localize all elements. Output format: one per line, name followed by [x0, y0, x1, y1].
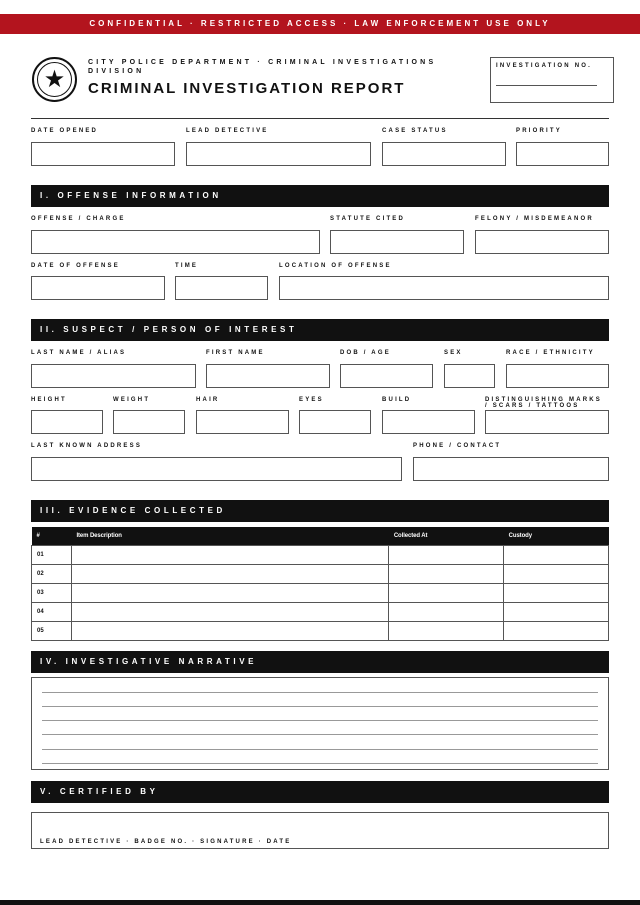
collected-at-cell[interactable]	[389, 583, 504, 602]
last-known-address-label: LAST KNOWN ADDRESS	[31, 443, 143, 449]
eyes-field[interactable]	[299, 410, 371, 434]
star-badge-icon: ★	[32, 57, 77, 102]
bottom-bar	[0, 900, 640, 905]
collected-at-cell[interactable]	[389, 602, 504, 621]
offense-charge-label: OFFENSE / CHARGE	[31, 216, 126, 222]
lead-detective-label: LEAD DETECTIVE	[186, 128, 269, 134]
department-name: CITY POLICE DEPARTMENT · CRIMINAL INVESTIGATIONS DIVISION	[88, 59, 437, 75]
race-label: RACE / ETHNICITY	[506, 350, 595, 356]
certification-line-label: LEAD DETECTIVE · BADGE NO. · SIGNATURE · DATE	[40, 839, 292, 845]
page-title: CRIMINAL INVESTIGATION REPORT	[88, 80, 406, 97]
item-description-cell[interactable]	[71, 621, 388, 640]
table-row	[32, 564, 609, 583]
statute-cited-label: STATUTE CITED	[330, 216, 406, 222]
item-description-cell[interactable]	[71, 545, 388, 564]
custody-cell[interactable]	[504, 564, 609, 583]
priority-field[interactable]	[516, 142, 609, 166]
header-divider	[31, 118, 609, 119]
felony-misdemeanor-label: FELONY / MISDEMEANOR	[475, 216, 594, 222]
phone-contact-field[interactable]	[413, 457, 609, 481]
column-header-item-description: Item Description	[71, 527, 388, 545]
certified-section-heading: V. CERTIFIED BY	[31, 781, 609, 803]
row-number: 03	[32, 583, 72, 602]
collected-at-cell[interactable]	[389, 564, 504, 583]
date-opened-label: DATE OPENED	[31, 128, 99, 134]
row-number: 04	[32, 602, 72, 621]
lead-detective-field[interactable]	[186, 142, 371, 166]
date-opened-field[interactable]	[31, 142, 175, 166]
row-number: 01	[32, 545, 72, 564]
narrative-rule	[42, 706, 598, 707]
offense-charge-field[interactable]	[31, 230, 320, 254]
investigation-number-box[interactable]	[490, 57, 614, 103]
narrative-field[interactable]	[31, 677, 609, 770]
table-row	[32, 602, 609, 621]
narrative-section-heading: IV. INVESTIGATIVE NARRATIVE	[31, 651, 609, 673]
evidence-table-header	[32, 527, 609, 545]
table-row	[32, 583, 609, 602]
hair-field[interactable]	[196, 410, 289, 434]
suspect-section-heading: II. SUSPECT / PERSON OF INTEREST	[31, 319, 609, 341]
table-row	[32, 545, 609, 564]
offense-section-heading: I. OFFENSE INFORMATION	[31, 185, 609, 207]
phone-contact-label: PHONE / CONTACT	[413, 443, 502, 449]
confidential-banner: CONFIDENTIAL · RESTRICTED ACCESS · LAW ENFORCEMENT USE ONLY	[0, 14, 640, 34]
race-field[interactable]	[506, 364, 609, 388]
date-of-offense-field[interactable]	[31, 276, 165, 300]
distinguishing-marks-label: DISTINGUISHING MARKS / SCARS / TATTOOS	[485, 397, 603, 409]
time-field[interactable]	[175, 276, 268, 300]
dob-age-label: DOB / AGE	[340, 350, 391, 356]
investigation-number-line	[496, 85, 597, 86]
item-description-cell[interactable]	[71, 583, 388, 602]
narrative-rule	[42, 692, 598, 693]
item-description-cell[interactable]	[71, 602, 388, 621]
table-row	[32, 621, 609, 640]
custody-cell[interactable]	[504, 545, 609, 564]
weight-label: WEIGHT	[113, 397, 151, 403]
narrative-rule	[42, 720, 598, 721]
first-name-field[interactable]	[206, 364, 330, 388]
hair-label: HAIR	[196, 397, 220, 403]
investigation-number-label: INVESTIGATION NO.	[496, 63, 592, 69]
sex-label: SEX	[444, 350, 463, 356]
collected-at-cell[interactable]	[389, 545, 504, 564]
last-name-label: LAST NAME / ALIAS	[31, 350, 127, 356]
last-name-field[interactable]	[31, 364, 196, 388]
narrative-rule	[42, 749, 598, 750]
time-label: TIME	[175, 263, 199, 269]
narrative-rule	[42, 734, 598, 735]
custody-cell[interactable]	[504, 583, 609, 602]
priority-label: PRIORITY	[516, 128, 562, 134]
column-header-number: #	[32, 527, 72, 545]
custody-cell[interactable]	[504, 602, 609, 621]
row-number: 02	[32, 564, 72, 583]
evidence-table	[31, 527, 609, 641]
row-number: 05	[32, 621, 72, 640]
location-label: LOCATION OF OFFENSE	[279, 263, 392, 269]
height-label: HEIGHT	[31, 397, 67, 403]
felony-misdemeanor-field[interactable]	[475, 230, 609, 254]
statute-cited-field[interactable]	[330, 230, 464, 254]
evidence-section-heading: III. EVIDENCE COLLECTED	[31, 500, 609, 522]
collected-at-cell[interactable]	[389, 621, 504, 640]
dob-age-field[interactable]	[340, 364, 433, 388]
distinguishing-marks-field[interactable]	[485, 410, 609, 434]
case-status-label: CASE STATUS	[382, 128, 448, 134]
date-of-offense-label: DATE OF OFFENSE	[31, 263, 120, 269]
first-name-label: FIRST NAME	[206, 350, 265, 356]
weight-field[interactable]	[113, 410, 185, 434]
last-known-address-field[interactable]	[31, 457, 402, 481]
column-header-collected-at: Collected At	[389, 527, 504, 545]
height-field[interactable]	[31, 410, 103, 434]
location-field[interactable]	[279, 276, 609, 300]
eyes-label: EYES	[299, 397, 324, 403]
custody-cell[interactable]	[504, 621, 609, 640]
item-description-cell[interactable]	[71, 564, 388, 583]
build-label: BUILD	[382, 397, 412, 403]
build-field[interactable]	[382, 410, 475, 434]
narrative-rule	[42, 763, 598, 764]
certification-field[interactable]	[31, 812, 609, 849]
case-status-field[interactable]	[382, 142, 506, 166]
sex-field[interactable]	[444, 364, 495, 388]
column-header-custody: Custody	[504, 527, 609, 545]
